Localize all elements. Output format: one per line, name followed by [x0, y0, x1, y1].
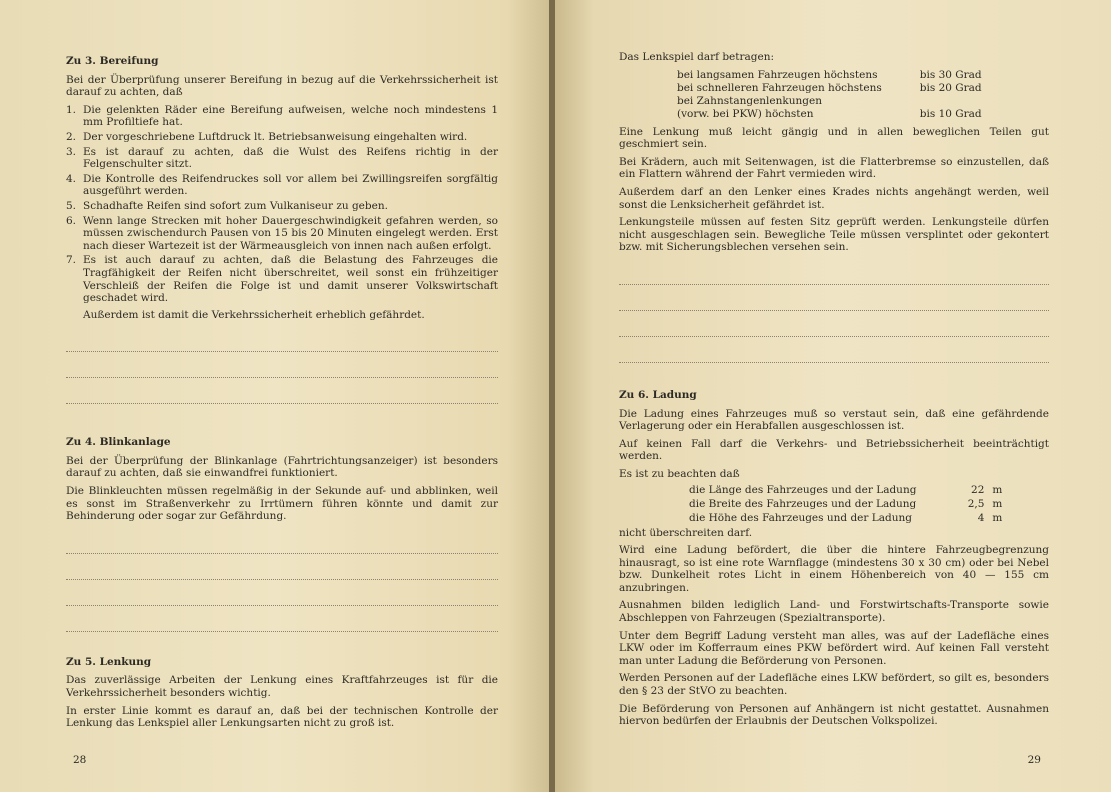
dotted-line — [66, 580, 498, 606]
item-text: Die gelenkten Räder eine Bereifung aufweisen, welche noch mindestens 1 mm Profiltiefe hat. — [83, 103, 498, 129]
page-number: 29 — [1027, 754, 1041, 766]
table-cell: m — [992, 483, 1003, 496]
dotted-line — [619, 259, 1049, 285]
dotted-line — [66, 606, 498, 632]
table-cell: (vorw. bei PKW) höchsten — [677, 107, 814, 120]
table-cell: bis 20 Grad — [919, 81, 982, 94]
ladung-paragraph-7: Unter dem Begriff Ladung versteht man alles, was auf der Ladefläche eines LKW oder im Kofferraum eines PKW befördert wird. Auf keinen Fall versteht man unter Ladung die Beförderung von Personen. — [619, 629, 1049, 667]
heading-blinkanlage: Zu 4. Blinkanlage — [66, 436, 171, 449]
table-cell: bei schnelleren Fahrzeugen höchstens — [677, 81, 882, 94]
list-item — [66, 200, 498, 213]
ladung-paragraph-5: Wird eine Ladung befördert, die über die hintere Fahrzeugbegrenzung hinausragt, so ist eine rote Warnflagge (mindestens 30 x 30 cm) oder bei Nebel bzw. Dunkelheit rotes Licht in einem Höhenbereich von 40 — 155 cm anzubringen. — [619, 544, 1049, 594]
table-row — [677, 82, 992, 95]
table-cell: 22 — [971, 483, 985, 496]
lenkung-paragraph-6: Lenkungsteile müssen auf festen Sitz geprüft werden. Lenkungsteile dürfen nicht ausgeschlagen sein. Bewegliche Teile müssen versplintet oder gekontert bzw. mit Sicherungsblechen versehen sein. — [619, 216, 1049, 254]
table-cell: bei langsamen Fahrzeugen höchstens — [677, 68, 878, 81]
bereifung-list — [66, 104, 498, 305]
ladung-paragraph-6: Ausnahmen bilden lediglich Land- und Forstwirtschafts-Transporte sowie Abschleppen von Fahrzeugen (Spezialtransporte). — [619, 599, 1049, 625]
ladung-paragraph-4: nicht überschreiten darf. — [619, 526, 753, 539]
item-number: 5. — [66, 199, 77, 212]
right-column — [619, 51, 1049, 733]
section-ladung — [619, 389, 1049, 728]
list-item — [66, 173, 498, 198]
page-number: 28 — [73, 754, 87, 766]
ladung-paragraph-3: Es ist zu beachten daß — [619, 467, 740, 480]
item-number: 4. — [66, 172, 77, 185]
item-number: 6. — [66, 214, 77, 227]
list-item — [66, 146, 498, 171]
left-page — [0, 0, 552, 792]
bereifung-intro: Bei der Überprüfung unserer Bereifung in bezug auf die Verkehrssicherheit ist darauf zu achten, daß — [66, 73, 498, 99]
ladung-paragraph-8: Werden Personen auf der Ladefläche eines LKW befördert, so gilt es, besonders den § 23 der StVO zu beachten. — [619, 672, 1049, 698]
item-text: Schadhafte Reifen sind sofort zum Vulkaniseur zu geben. — [83, 199, 388, 212]
lenkung-paragraph-5: Außerdem darf an den Lenker eines Krades nichts angehängt werden, weil sonst die Lenksicherheit gefährdet ist. — [619, 185, 1049, 211]
table-cell: die Höhe des Fahrzeuges und der Ladung — [689, 511, 912, 524]
right-page — [555, 0, 1111, 792]
ladung-dimensions-table — [689, 483, 1002, 525]
table-cell: bei Zahnstangenlenkungen — [677, 94, 822, 107]
dotted-line — [619, 285, 1049, 311]
item-text: Es ist auch darauf zu achten, daß die Belastung des Fahrzeuges die Tragfähigkeit der Reifen nicht überschreitet, weil sonst ein frühzeitiger Verschleiß der Reifen die Folge ist und damit unserer Volkswirtschaft geschadet wird. — [83, 254, 498, 305]
table-row — [689, 511, 1002, 525]
blinkanlage-paragraph-2: Die Blinkleuchten müssen regelmäßig in der Sekunde auf- und abblinken, weil es sonst im Straßenverkehr zu Irrtümern führen könnte und damit zur Behinderung oder sogar zur Gefährdung. — [66, 485, 498, 523]
item-text: Die Kontrolle des Reifendruckes soll vor allem bei Zwillingsreifen sorgfältig ausgeführt werden. — [83, 172, 498, 198]
list-item — [66, 215, 498, 253]
section-blinkanlage — [66, 436, 498, 632]
heading-lenkung: Zu 5. Lenkung — [66, 655, 152, 668]
item-number: 1. — [66, 103, 77, 116]
lenkung-paragraph-3: Eine Lenkung muß leicht gängig und in allen beweglichen Teilen gut geschmiert sein. — [619, 125, 1049, 151]
list-item — [66, 131, 498, 144]
table-cell: bis 10 Grad — [919, 107, 982, 120]
table-row — [689, 497, 1002, 511]
table-cell: m — [992, 497, 1003, 510]
table-cell: m — [992, 511, 1003, 524]
list-item — [66, 254, 498, 304]
lenkspiel-table — [677, 69, 992, 121]
dotted-line — [619, 311, 1049, 337]
table-cell: bis 30 Grad — [919, 68, 982, 81]
table-cell: 4 — [977, 511, 985, 524]
left-column — [66, 55, 498, 735]
table-cell: 2,5 — [967, 497, 985, 510]
table-row — [689, 483, 1002, 497]
dotted-line — [66, 378, 498, 404]
table-cell — [892, 95, 992, 108]
list-item — [66, 104, 498, 129]
dotted-line — [66, 352, 498, 378]
lenkung-paragraph-4: Bei Krädern, auch mit Seitenwagen, ist die Flatterbremse so einzustellen, daß ein Flattern während der Fahrt vermieden wird. — [619, 155, 1049, 181]
table-row — [677, 108, 992, 121]
ladung-paragraph-1: Die Ladung eines Fahrzeuges muß so verstaut sein, daß eine gefährdende Verlagerung oder ein Herabfallen ausgeschlossen ist. — [619, 407, 1049, 433]
bereifung-after: Außerdem ist damit die Verkehrssicherheit erheblich gefährdet. — [83, 308, 425, 321]
dotted-line — [619, 337, 1049, 363]
dotted-line — [66, 528, 498, 554]
ladung-paragraph-2: Auf keinen Fall darf die Verkehrs- und Betriebssicherheit beeinträchtigt werden. — [619, 437, 1049, 463]
item-number: 3. — [66, 145, 77, 158]
section-lenkung — [66, 656, 498, 730]
table-cell: die Breite des Fahrzeuges und der Ladung — [689, 497, 917, 510]
item-text: Wenn lange Strecken mit hoher Dauergeschwindigkeit gefahren werden, so müssen zwischendurch Pausen von 15 bis 20 Minuten eingelegt werden. Erst nach dieser Wartezeit ist der Wärmeausgleich von innen nach außen erfolgt. — [83, 214, 498, 252]
dotted-line — [66, 554, 498, 580]
heading-bereifung: Zu 3. Bereifung — [66, 55, 159, 67]
table-row — [677, 69, 992, 82]
ladung-paragraph-9: Die Beförderung von Personen auf Anhängern ist nicht gestattet. Ausnahmen hiervon bedürfen der Erlaubnis der Deutschen Volkspolizei. — [619, 702, 1049, 728]
section-bereifung — [66, 55, 498, 404]
item-number: 7. — [66, 254, 77, 267]
blinkanlage-paragraph-1: Bei der Überprüfung der Blinkanlage (Fahrtrichtungsanzeiger) ist besonders darauf zu achten, daß sie einwandfrei funktioniert. — [66, 454, 498, 480]
item-text: Der vorgeschriebene Luftdruck lt. Betriebsanweisung eingehalten wird. — [83, 130, 468, 143]
table-row — [677, 95, 992, 108]
dotted-line — [66, 326, 498, 352]
heading-ladung: Zu 6. Ladung — [619, 388, 697, 401]
table-cell: die Länge des Fahrzeuges und der Ladung — [689, 483, 917, 496]
item-number: 2. — [66, 130, 77, 143]
lenkung-paragraph-1: Das zuverlässige Arbeiten der Lenkung eines Kraftfahrzeuges ist für die Verkehrssicherheit besonders wichtig. — [66, 674, 498, 700]
item-text: Es ist darauf zu achten, daß die Wulst des Reifens richtig in der Felgenschulter sitzt. — [83, 145, 498, 171]
lenkung-paragraph-2: In erster Linie kommt es darauf an, daß bei der technischen Kontrolle der Lenkung das Lenkspiel aller Lenkungsarten nicht zu groß ist. — [66, 704, 498, 730]
lenkspiel-intro: Das Lenkspiel darf betragen: — [619, 51, 774, 63]
